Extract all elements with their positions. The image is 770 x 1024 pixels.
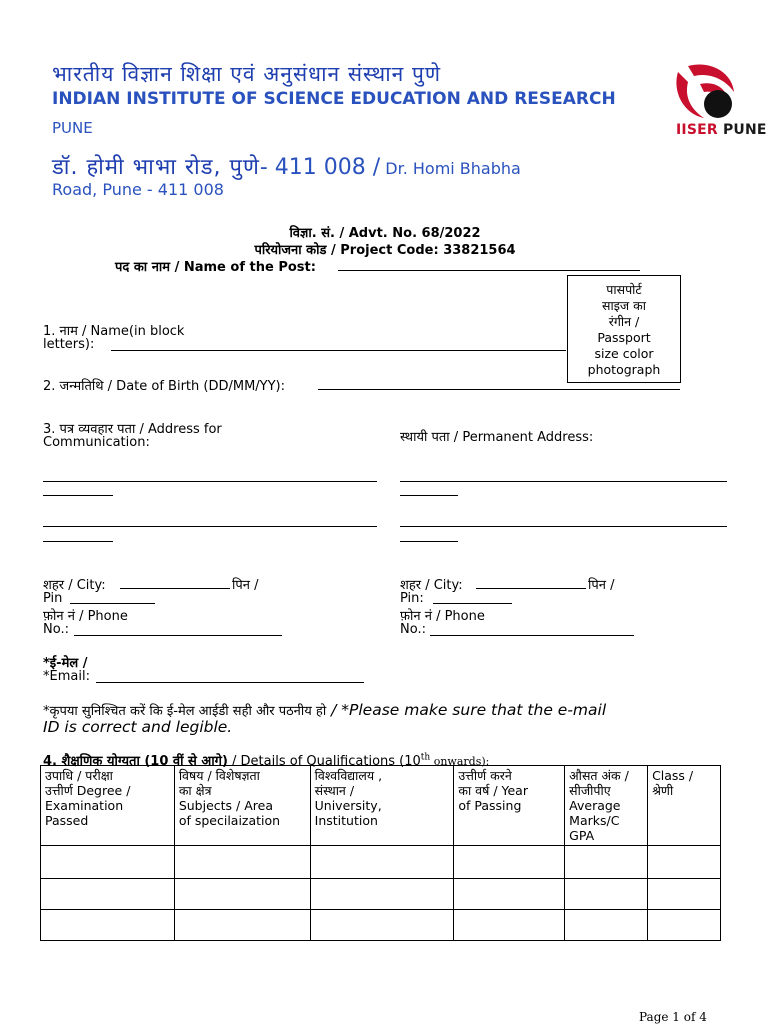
note-hi: *कृपया सुनिश्चित करें कि ई-मेल आईडी सही और पठनीय हो: [43, 704, 327, 719]
table-row: [41, 910, 721, 941]
city-field-left[interactable]: [120, 588, 230, 589]
comm-address-line-1[interactable]: [43, 481, 377, 482]
address-en-2: Road, Pune - 411 008: [52, 180, 224, 199]
table-cell[interactable]: [454, 879, 565, 910]
column-header-line: विषय / विशेषज्ञता: [178, 768, 260, 783]
email-label: *Email:: [43, 669, 90, 684]
column-header-line: of Passing: [458, 798, 522, 813]
logo-text: [676, 122, 767, 138]
perm-address-line-2b[interactable]: [400, 541, 458, 542]
logo-text-pune: PUNE: [722, 122, 767, 138]
pin-field-right[interactable]: [433, 603, 512, 604]
column-header-line: Average: [569, 798, 621, 813]
address-hindi: डॉ. होमी भाभा रोड, पुणे: [52, 155, 260, 180]
advt-number: [0, 223, 770, 241]
table-row: [41, 846, 721, 879]
table-cell[interactable]: [648, 879, 721, 910]
col-year: [454, 766, 565, 846]
iiser-logo-icon: [670, 62, 760, 124]
city-label-right: शहर / City:: [400, 578, 463, 593]
page-number: Page 1 of 4: [639, 1010, 707, 1024]
post-name-field[interactable]: [338, 270, 640, 271]
table-cell[interactable]: [174, 879, 310, 910]
post-hi: पद का नाम: [115, 260, 171, 275]
qualifications-table: [40, 765, 721, 941]
project-hi: परियोजना कोड: [254, 243, 327, 258]
column-header-line: का वर्ष / Year: [458, 783, 528, 798]
addr-en: / Address for: [135, 422, 222, 437]
table-cell[interactable]: [565, 846, 648, 879]
comm-address-label-2: Communication:: [43, 435, 150, 450]
column-header-line: विश्वविद्यालय ,: [314, 768, 383, 783]
phone-label-left: फ़ोन नं / Phone: [43, 609, 128, 624]
photo-text-2: साइज का: [602, 298, 646, 313]
table-header-row: [41, 766, 721, 846]
column-header-line: Class /: [652, 768, 694, 783]
note-en: / *Please make sure that the e-mail: [326, 701, 607, 719]
photo-text-5: size color: [594, 346, 654, 361]
city-left-text: शहर / City:: [43, 578, 106, 593]
photo-box[interactable]: [567, 275, 681, 383]
qual-heading-hi: 4. शैक्षणिक योग्यता (10 वीं से आगे): [43, 754, 228, 769]
phone-label-right: फ़ोन नं / Phone: [400, 609, 485, 624]
dob-label: 2. जन्मतिथि / Date of Birth (DD/MM/YY):: [43, 379, 286, 394]
pin-label-left: Pin: [43, 591, 63, 606]
column-header-line: Marks/C: [569, 813, 620, 828]
comm-address-line-1b[interactable]: [43, 495, 113, 496]
project-en: / Project Code: 33821564: [326, 243, 516, 258]
name-label-2: letters):: [43, 337, 95, 352]
photo-text-6: photograph: [587, 362, 661, 377]
logo-text-iiser: IISER: [676, 122, 718, 138]
perm-address-line-1[interactable]: [400, 481, 727, 482]
name-field[interactable]: [111, 350, 566, 351]
pin-label-right: Pin:: [400, 591, 424, 606]
table-cell[interactable]: [174, 910, 310, 941]
comm-address-line-2b[interactable]: [43, 541, 113, 542]
pin-hi-right: पिन /: [588, 578, 615, 593]
address-pin: - 411 008 /: [259, 155, 381, 180]
table-cell[interactable]: [454, 846, 565, 879]
qual-heading-sup: th: [420, 752, 431, 763]
col-university: [310, 766, 454, 846]
pin-field-left[interactable]: [70, 603, 155, 604]
column-header-line: GPA: [569, 828, 595, 843]
name-en: / Name(in block: [77, 324, 185, 339]
column-header-line: Institution: [314, 813, 378, 828]
table-cell[interactable]: [41, 910, 175, 941]
column-header-line: का क्षेत्र: [178, 783, 212, 798]
table-row: [41, 879, 721, 910]
column-header-line: Passed: [45, 813, 89, 828]
photo-text-4: Passport: [597, 330, 651, 345]
table-cell[interactable]: [41, 879, 175, 910]
perm-address-line-2[interactable]: [400, 526, 727, 527]
email-note-2: ID is correct and legible.: [43, 718, 233, 736]
pin-hi-left: पिन /: [232, 578, 259, 593]
column-header-line: औसत अंक /: [569, 768, 629, 783]
address-en-1: Dr. Homi Bhabha: [385, 159, 521, 178]
phone-field-left[interactable]: [74, 635, 282, 636]
table-cell[interactable]: [565, 910, 648, 941]
column-header-line: Subjects / Area: [178, 798, 273, 813]
col-class: [648, 766, 721, 846]
project-code: [0, 240, 770, 258]
permanent-address-label: स्थायी पता / Permanent Address:: [400, 430, 594, 445]
table-cell[interactable]: [648, 846, 721, 879]
phone-no-right: No.:: [400, 622, 426, 637]
dob-field[interactable]: [318, 389, 680, 390]
table-cell[interactable]: [310, 846, 454, 879]
institute-name-hindi: भारतीय विज्ञान शिक्षा एवं अनुसंधान संस्थान पुणे: [52, 62, 442, 86]
table-cell[interactable]: [310, 879, 454, 910]
column-header-line: उत्तीर्ण करने: [458, 768, 512, 783]
column-header-line: सीजीपीए: [569, 783, 611, 798]
table-cell[interactable]: [565, 879, 648, 910]
table-cell[interactable]: [41, 846, 175, 879]
qual-heading-en: / Details of Qualifications (10: [227, 754, 421, 769]
advt-en: . / Advt. No. 68/2022: [330, 226, 481, 241]
column-header-line: श्रेणी: [652, 783, 674, 798]
post-en: / Name of the Post:: [170, 260, 316, 275]
institute-city: PUNE: [52, 119, 93, 137]
phone-no-left: No.:: [43, 622, 69, 637]
city-field-right[interactable]: [476, 588, 586, 589]
col-marks: [565, 766, 648, 846]
qual-heading-tail: onwards):: [430, 755, 490, 768]
phone-field-right[interactable]: [430, 635, 634, 636]
name-hi: 1. नाम: [43, 324, 78, 339]
column-header-line: University,: [314, 798, 382, 813]
column-header-line: of specilaization: [178, 813, 281, 828]
column-header-line: संस्थान /: [314, 783, 355, 798]
column-header-line: Examination: [45, 798, 124, 813]
perm-address-line-1b[interactable]: [400, 495, 458, 496]
table-cell[interactable]: [648, 910, 721, 941]
column-header-line: उपाधि / परीक्षा: [45, 768, 113, 783]
photo-text-1: पासपोर्ट: [606, 282, 642, 297]
addr-hi: 3. पत्र व्यवहार पता: [43, 422, 136, 437]
col-degree: [41, 766, 175, 846]
institute-address-line1: [52, 151, 521, 181]
email-field[interactable]: [96, 682, 364, 683]
table-cell[interactable]: [454, 910, 565, 941]
email-label-hi: *ई-मेल /: [43, 656, 88, 671]
table-cell[interactable]: [174, 846, 310, 879]
post-name-label: [115, 257, 316, 275]
table-cell[interactable]: [310, 910, 454, 941]
col-subjects: [174, 766, 310, 846]
advt-hi: विज्ञा. सं: [289, 226, 330, 241]
column-header-line: उत्तीर्ण Degree /: [45, 783, 131, 798]
photo-text-3: रंगीन /: [608, 314, 640, 329]
email-note: [43, 700, 606, 719]
comm-address-line-2[interactable]: [43, 526, 377, 527]
institute-name: INDIAN INSTITUTE OF SCIENCE EDUCATION AND RESEARCH: [52, 89, 616, 109]
